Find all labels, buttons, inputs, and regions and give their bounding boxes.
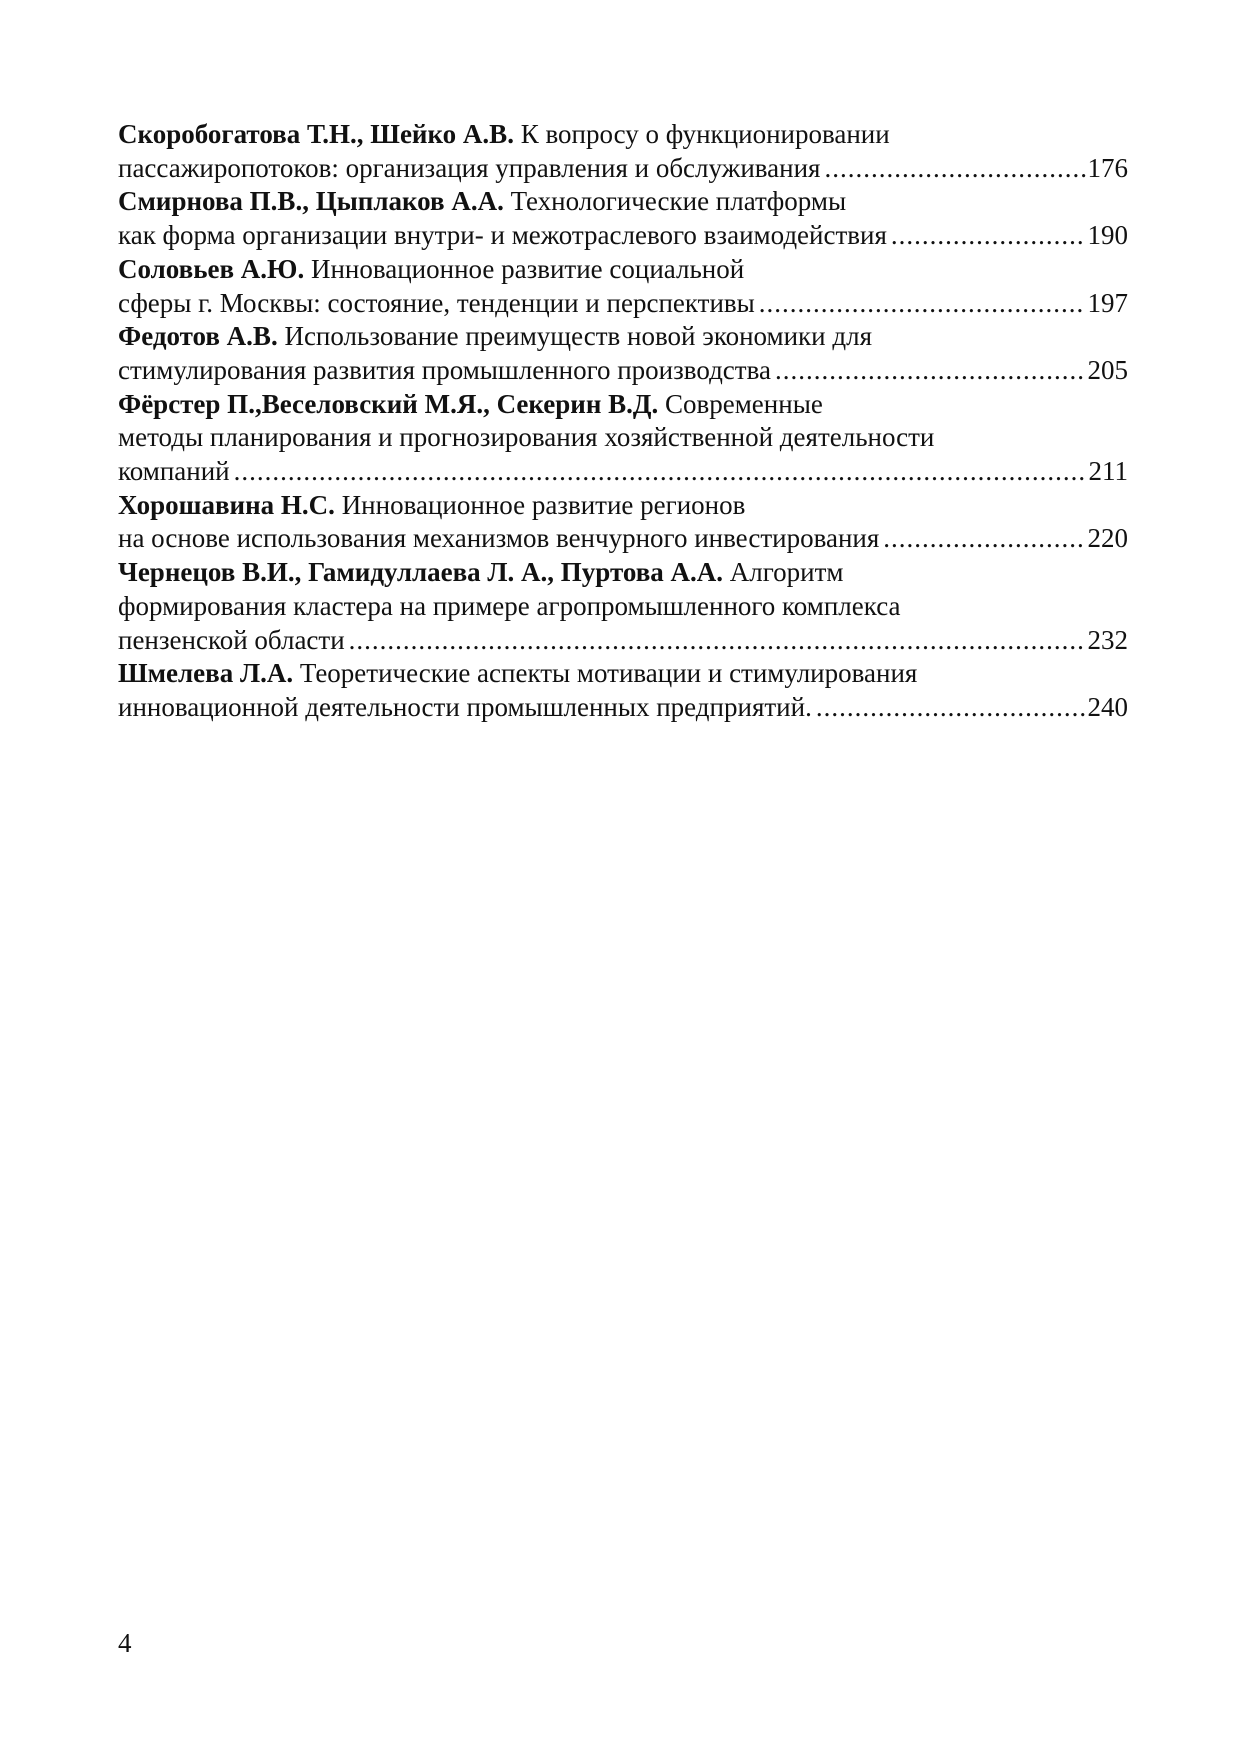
dot-leader xyxy=(775,354,1086,388)
toc-entry-title-end: как форма организации внутри- и межотраслевого взаимодействия xyxy=(118,220,887,251)
toc-entry-first-line xyxy=(118,118,1128,152)
toc-entry-title-start: Инновационное развитие социальной xyxy=(310,253,745,284)
toc-entry-last-line xyxy=(118,152,1128,186)
toc-entry-authors: Скоробогатова Т.Н., Шейко А.В. xyxy=(118,119,514,149)
table-of-contents xyxy=(118,118,1128,725)
toc-entry-middle-line: формирования кластера на примере агропромышленного комплекса xyxy=(118,590,901,621)
toc-entry-title-start: Инновационное развитие регионов xyxy=(341,489,746,520)
toc-entry-title-end: стимулирования развития промышленного производства xyxy=(118,354,771,385)
toc-entry-page: 232 xyxy=(1087,624,1128,655)
toc-entry-title-start: Теоретические аспекты мотивации и стимулирования xyxy=(299,658,918,689)
toc-entry[interactable] xyxy=(118,388,1128,489)
toc-entry-last-line xyxy=(118,354,1128,388)
toc-entry-authors: Соловьев А.Ю. xyxy=(118,253,305,284)
toc-entry-title-start: Современные xyxy=(664,388,823,419)
toc-entry-first-line xyxy=(118,388,1128,422)
toc-entry[interactable] xyxy=(118,185,1128,252)
toc-entry-title-end: на основе использования механизмов венчурного инвестирования xyxy=(118,523,880,554)
toc-entry-last-line xyxy=(118,624,1128,658)
toc-entry-title-start: Технологические платформы xyxy=(510,186,847,217)
toc-entry-authors: Хорошавина Н.С. xyxy=(118,489,335,520)
toc-entry-last-line xyxy=(118,691,1128,725)
toc-entry-title-end: компаний xyxy=(118,456,230,487)
dot-leader xyxy=(349,624,1086,658)
toc-entry-first-line xyxy=(118,556,1128,590)
toc-entry-title-end: пензенской области xyxy=(118,624,345,655)
toc-entry-last-line xyxy=(118,522,1128,556)
toc-entry[interactable] xyxy=(118,556,1128,657)
toc-entry-first-line xyxy=(118,320,1128,354)
toc-entry-page: 190 xyxy=(1087,220,1128,251)
toc-entry-last-line xyxy=(118,219,1128,253)
toc-entry-title-start: Использование преимуществ новой экономики для xyxy=(284,321,872,352)
toc-entry[interactable] xyxy=(118,320,1128,387)
toc-entry-title-end: инновационной деятельности промышленных предприятий. xyxy=(118,691,812,722)
dot-leader xyxy=(816,691,1086,725)
toc-entry[interactable] xyxy=(118,489,1128,556)
toc-entry-last-line xyxy=(118,455,1128,489)
dot-leader xyxy=(759,287,1086,321)
dot-leader xyxy=(891,219,1086,253)
dot-leader xyxy=(234,455,1087,489)
toc-entry-authors: Смирнова П.В., Цыплаков А.А. xyxy=(118,186,504,217)
toc-entry-title-start: К вопросу о функционировании xyxy=(520,119,890,149)
toc-entry-first-line xyxy=(118,657,1128,691)
toc-entry-last-line xyxy=(118,287,1128,321)
toc-entry-authors: Шмелева Л.А. xyxy=(118,658,294,689)
toc-entry-title-end: сферы г. Москвы: состояние, тенденции и перспективы xyxy=(118,287,755,318)
toc-entry-authors: Фёрстер П.,Веселовский М.Я., Секерин В.Д. xyxy=(118,388,659,419)
toc-entry[interactable] xyxy=(118,657,1128,724)
toc-entry[interactable] xyxy=(118,253,1128,320)
toc-entry-first-line xyxy=(118,253,1128,287)
dot-leader xyxy=(824,152,1085,186)
toc-entry-page: 211 xyxy=(1088,456,1128,487)
toc-entry-authors: Федотов А.В. xyxy=(118,321,278,352)
dot-leader xyxy=(883,522,1085,556)
toc-entry-title-end: пассажиропотоков: организация управления и обслуживания xyxy=(118,152,821,183)
toc-entry-page: 197 xyxy=(1087,287,1128,318)
page-number: 4 xyxy=(118,1628,132,1658)
toc-entry-first-line xyxy=(118,185,1128,219)
toc-entry[interactable] xyxy=(118,118,1128,185)
toc-entry-page: 176 xyxy=(1087,152,1128,183)
toc-entry-page: 240 xyxy=(1087,691,1128,722)
toc-entry-first-line xyxy=(118,489,1128,523)
toc-entry-page: 205 xyxy=(1087,354,1128,385)
toc-entry-page: 220 xyxy=(1087,523,1128,554)
toc-entry-title-start: Алгоритм xyxy=(729,557,844,588)
toc-entry-authors: Чернецов В.И., Гамидуллаева Л. А., Пуртова А.А. xyxy=(118,557,724,588)
toc-entry-middle-line: методы планирования и прогнозирования хозяйственной деятельности xyxy=(118,422,935,453)
